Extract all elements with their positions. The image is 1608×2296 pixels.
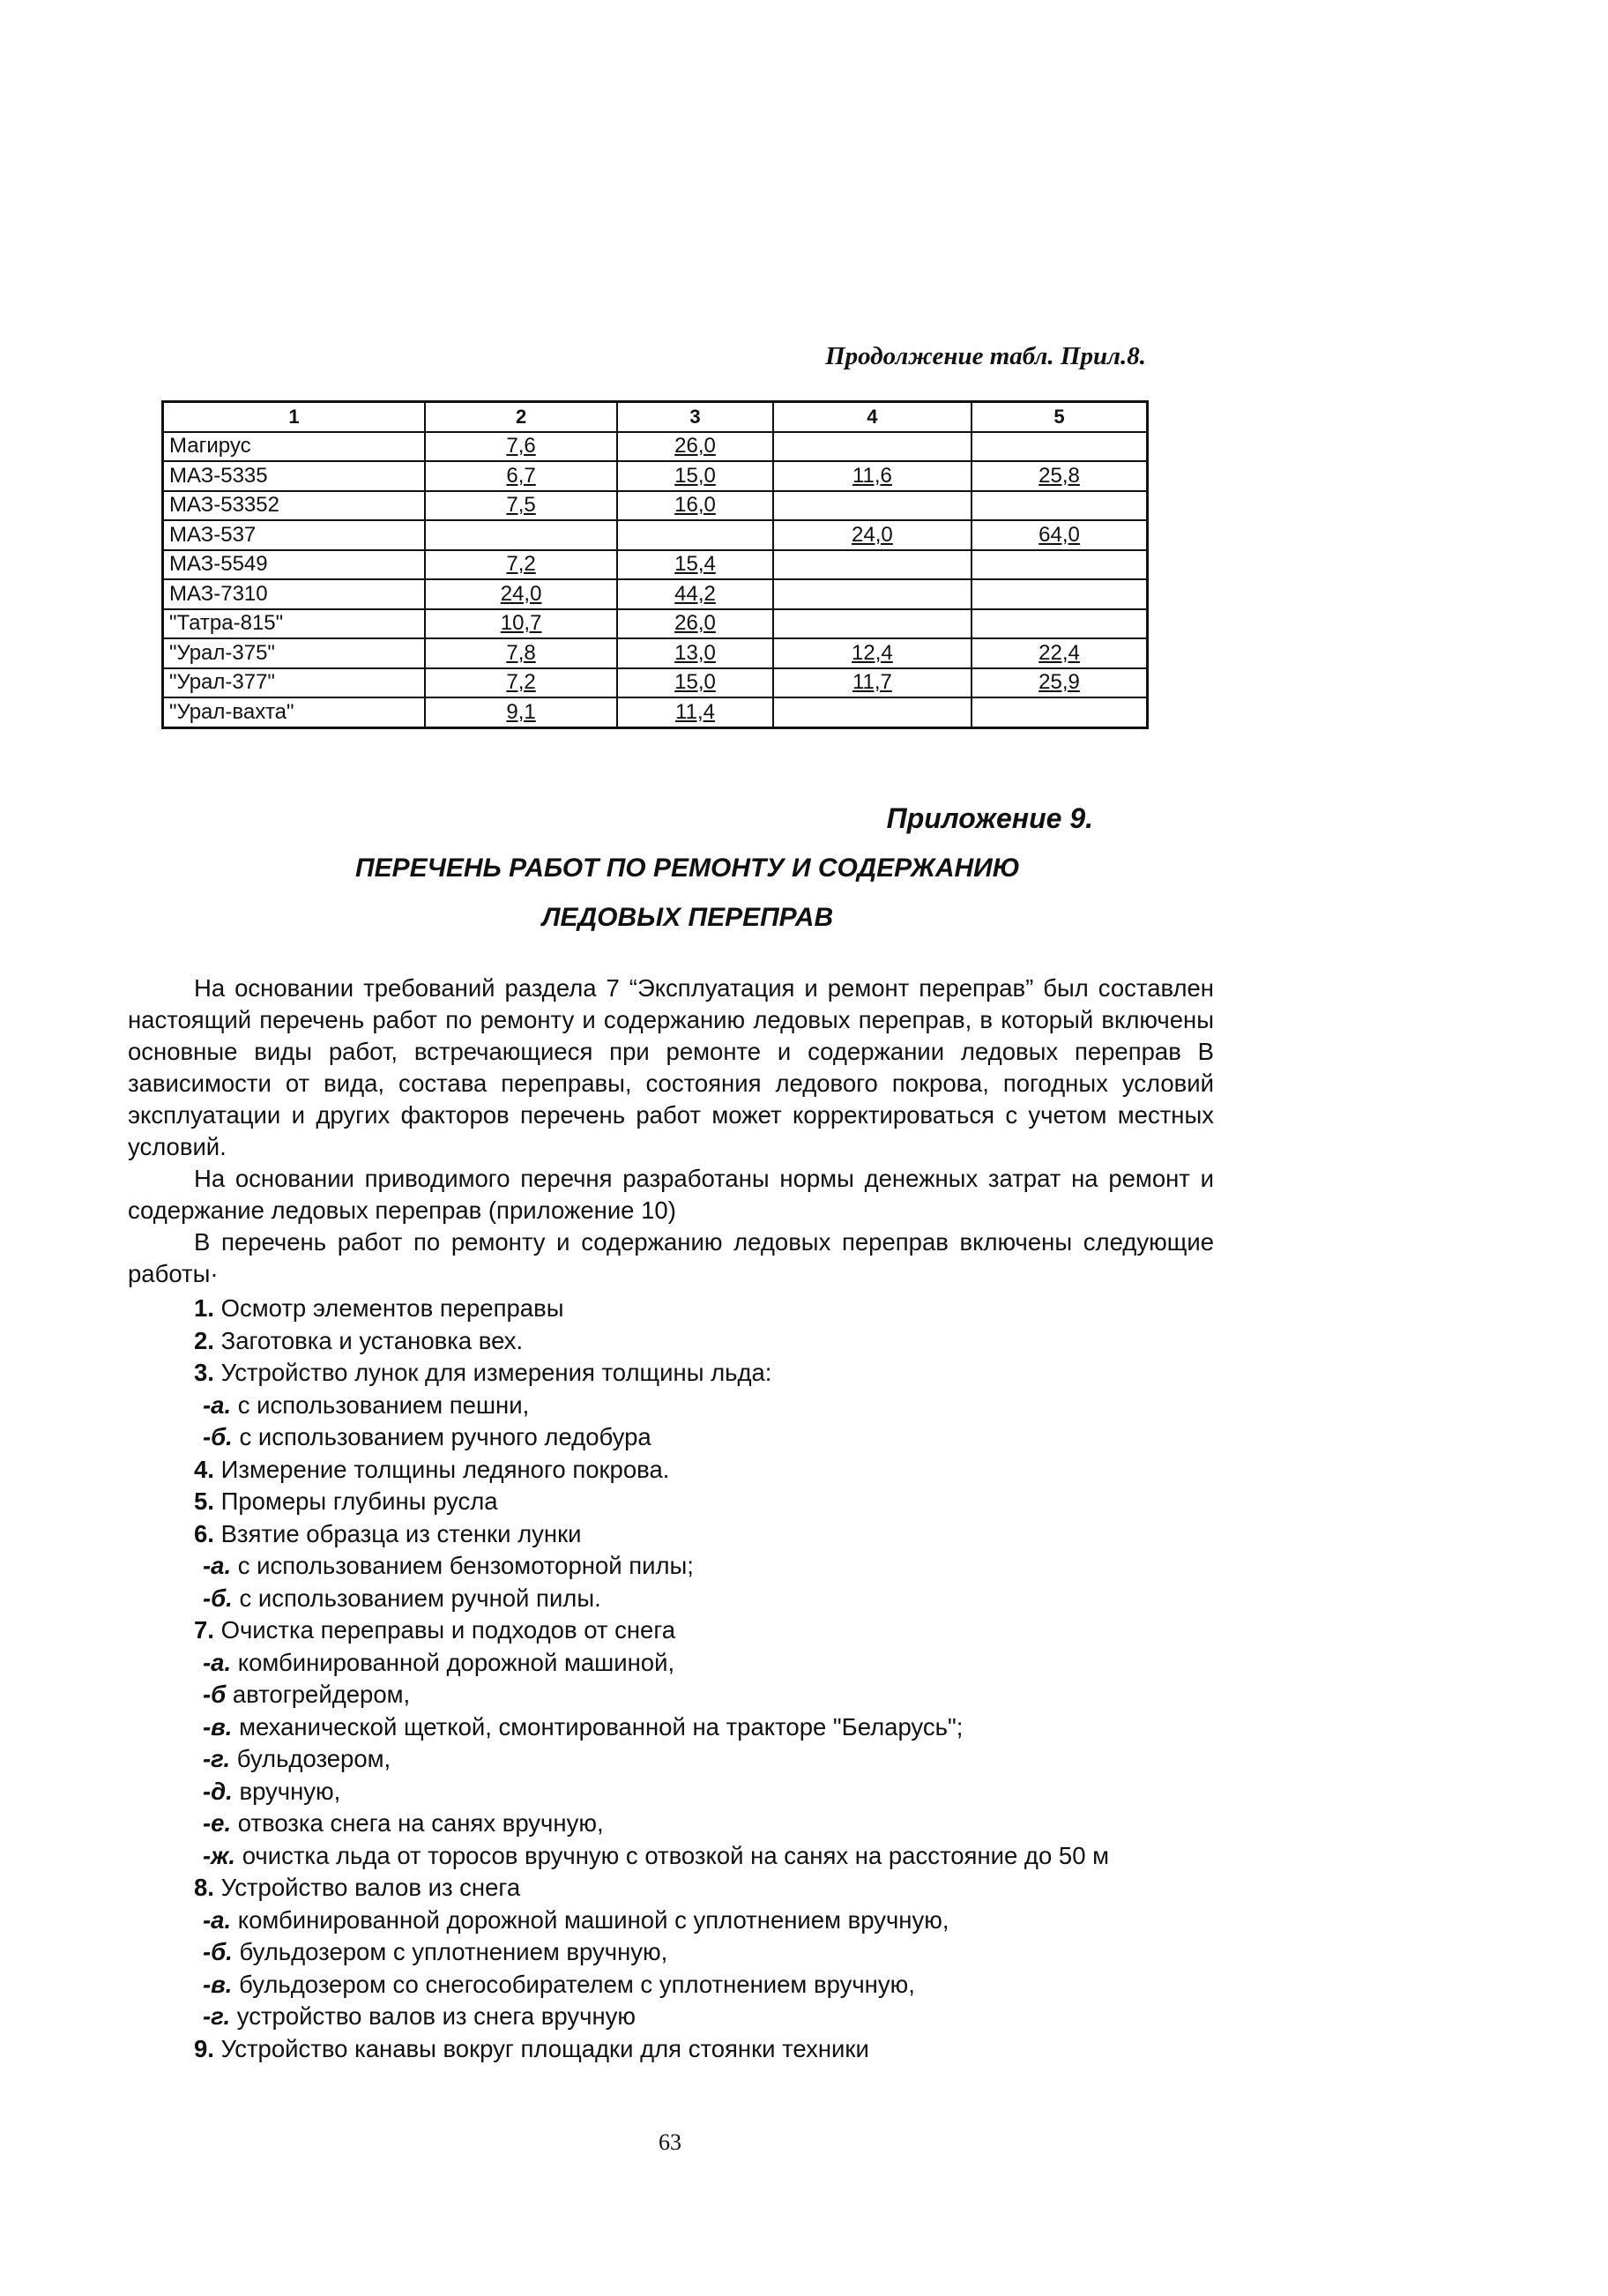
value-cell	[972, 638, 1147, 668]
value-text: 7,5	[506, 493, 536, 518]
work-subitem	[194, 1711, 1234, 1744]
appendix-title-line: ПЕРЕЧЕНЬ РАБОТ ПО РЕМОНТУ И СОДЕРЖАНИЮ	[355, 854, 1020, 883]
paragraph: На основании приводимого перечня разработаны нормы денежных затрат на ремонт и содержание ледовых переправ (приложение 10)	[128, 1165, 1214, 1224]
vehicle-name-cell: Магирус	[163, 432, 425, 462]
value-text: 25,9	[1038, 670, 1080, 695]
vehicle-name-cell: "Урал-вахта"	[163, 697, 425, 727]
item-text: Осмотр элементов переправы	[220, 1294, 564, 1322]
work-item	[194, 1357, 1234, 1390]
item-number: -а.	[203, 1552, 232, 1579]
value-cell	[972, 491, 1147, 521]
value-cell	[773, 609, 972, 639]
item-number: -б.	[203, 1938, 233, 1965]
value-cell	[425, 461, 617, 491]
value-text: 44,2	[674, 581, 716, 606]
work-item	[194, 1486, 1234, 1518]
item-text: механической щеткой, смонтированной на тракторе "Беларусь";	[239, 1712, 964, 1741]
item-text: Заготовка и установка вех.	[220, 1326, 524, 1354]
item-text: Устройство лунок для измерения толщины льда:	[220, 1359, 772, 1386]
appendix-title-line: ЛЕДОВЫХ ПЕРЕПРАВ	[541, 903, 834, 932]
item-text: Устройство канавы вокруг площадки для стоянки техники	[220, 2034, 869, 2062]
value-cell	[972, 609, 1147, 639]
item-number: 9.	[194, 2034, 214, 2062]
work-item	[194, 1614, 1234, 1647]
column-header: 2	[425, 402, 617, 432]
value-cell	[617, 520, 773, 550]
value-text: 22,4	[1038, 640, 1080, 665]
item-text: бульдозером,	[236, 1745, 391, 1772]
work-subitem	[194, 1550, 1234, 1583]
item-number: -г.	[203, 2002, 231, 2030]
value-cell	[617, 609, 773, 639]
item-text: бульдозером с уплотнением вручную,	[239, 1938, 668, 1965]
item-number: -а.	[203, 1648, 232, 1676]
value-cell	[425, 638, 617, 668]
table-row	[163, 520, 1148, 550]
value-cell	[425, 432, 617, 462]
work-item	[194, 1518, 1234, 1551]
intro-text	[128, 973, 1214, 1290]
item-text: отвозка снега на санях вручную,	[237, 1809, 604, 1837]
work-subitem	[194, 1808, 1234, 1840]
value-cell	[773, 697, 972, 727]
value-text: 10,7	[500, 611, 542, 636]
value-text: 7,6	[506, 434, 536, 458]
item-number: -ж.	[203, 1841, 236, 1869]
work-subitem	[194, 1583, 1234, 1615]
work-subitem	[194, 1936, 1234, 1969]
value-text: 15,0	[674, 670, 716, 695]
table-row	[163, 461, 1148, 491]
value-cell	[773, 579, 972, 609]
value-cell	[972, 668, 1147, 698]
item-number: -а.	[203, 1390, 232, 1419]
value-cell	[425, 491, 617, 521]
value-cell	[773, 520, 972, 550]
work-subitem	[194, 2001, 1234, 2033]
item-text: Взятие образца из стенки лунки	[220, 1519, 582, 1547]
value-text: 7,8	[506, 640, 536, 665]
value-cell	[617, 432, 773, 462]
vehicle-name-cell: МАЗ-537	[163, 520, 425, 550]
item-text: автогрейдером,	[232, 1681, 411, 1708]
table-row	[163, 609, 1148, 639]
value-cell	[425, 520, 617, 550]
value-cell	[617, 668, 773, 698]
item-number: -б.	[203, 1584, 233, 1612]
value-text: 26,0	[674, 434, 716, 458]
work-subitem	[194, 1679, 1234, 1711]
value-text: 7,2	[506, 552, 536, 577]
item-text: бульдозером со снегособирателем с уплотнением вручную,	[239, 1970, 915, 1998]
value-cell	[972, 432, 1147, 462]
table-row	[163, 579, 1148, 609]
item-number: 4.	[194, 1455, 214, 1483]
item-text: с использованием пешни,	[237, 1390, 530, 1419]
column-header: 4	[773, 402, 972, 432]
item-number: 7.	[194, 1616, 214, 1644]
table-row	[163, 550, 1148, 580]
vehicle-name-cell: "Урал-377"	[163, 668, 425, 698]
item-text: Промеры глубины русла	[220, 1487, 498, 1515]
value-text: 11,4	[675, 699, 715, 724]
value-cell	[972, 550, 1147, 580]
column-header: 3	[617, 402, 773, 432]
value-cell	[617, 638, 773, 668]
value-cell	[617, 550, 773, 580]
item-text: комбинированной дорожной машиной с уплотнением вручную,	[237, 1905, 949, 1934]
value-cell	[425, 550, 617, 580]
work-subitem	[194, 1647, 1234, 1680]
item-number: -е.	[203, 1809, 232, 1837]
value-cell	[972, 520, 1147, 550]
item-text: комбинированной дорожной машиной,	[237, 1648, 675, 1676]
item-number: -б	[203, 1681, 227, 1708]
item-number: 2.	[194, 1326, 214, 1354]
table-row	[163, 638, 1148, 668]
table-row	[163, 491, 1148, 521]
table-row	[163, 432, 1148, 462]
item-text: вручную,	[239, 1777, 341, 1805]
item-number: -б.	[203, 1423, 233, 1450]
value-text: 15,0	[674, 463, 716, 488]
value-text: 9,1	[506, 699, 536, 724]
value-text: 16,0	[674, 493, 716, 518]
item-number: -а.	[203, 1905, 232, 1934]
value-cell	[972, 461, 1147, 491]
value-cell	[773, 638, 972, 668]
item-text: очистка льда от торосов вручную с отвозкой на санях на расстояние до 50 м	[242, 1841, 1110, 1869]
paragraph: На основании требований раздела 7 “Эксплуатация и ремонт переправ” был составлен настоящий перечень работ по ремонту и содержанию ледовых переправ, в который включены основные виды работ, встречающиеся при ремонте и содержании ледовых переправ В зависимости от вида, состава переправы, состояния ледового покрова, погодных условий эксплуатации и других факторов перечень работ может корректироваться с учетом местных условий.	[128, 974, 1214, 1160]
work-subitem	[194, 1743, 1234, 1776]
item-number: 8.	[194, 1874, 214, 1901]
work-subitem	[194, 1969, 1234, 2002]
table-continuation-caption: Продолжение табл. Прил.8.	[825, 342, 1146, 370]
value-cell	[972, 579, 1147, 609]
work-subitem	[194, 1776, 1234, 1808]
value-text: 64,0	[1038, 522, 1080, 547]
appendix-label: Приложение 9.	[886, 802, 1093, 834]
item-number: -в.	[203, 1970, 233, 1998]
item-number: -д.	[203, 1777, 233, 1805]
work-subitem	[194, 1421, 1234, 1454]
item-number: 1.	[194, 1294, 214, 1322]
value-text: 15,4	[674, 552, 716, 577]
item-text: с использованием ручной пилы.	[239, 1584, 601, 1612]
table-body	[163, 432, 1148, 728]
value-cell	[773, 432, 972, 462]
item-number: 3.	[194, 1359, 214, 1386]
item-number: -в.	[203, 1712, 233, 1741]
column-header: 5	[972, 402, 1147, 432]
works-list	[194, 1293, 1234, 2065]
vehicle-name-cell: МАЗ-5549	[163, 550, 425, 580]
work-subitem	[194, 1840, 1234, 1873]
value-text: 26,0	[674, 611, 716, 636]
value-cell	[773, 668, 972, 698]
value-cell	[972, 697, 1147, 727]
value-cell	[425, 579, 617, 609]
item-number: 5.	[194, 1487, 214, 1515]
value-text: 7,2	[506, 670, 536, 695]
value-cell	[773, 461, 972, 491]
page-number: 63	[659, 2129, 681, 2155]
work-item	[194, 1293, 1234, 1325]
table-row	[163, 668, 1148, 698]
item-text: с использованием бензомоторной пилы;	[237, 1552, 694, 1579]
value-text: 11,6	[852, 463, 892, 488]
work-item	[194, 1454, 1234, 1487]
value-cell	[773, 491, 972, 521]
item-text: Измерение толщины ледяного покрова.	[220, 1455, 670, 1483]
value-text: 12,4	[852, 640, 893, 665]
appendix-title	[264, 844, 1111, 943]
vehicle-name-cell: МАЗ-5335	[163, 461, 425, 491]
item-number: -г.	[203, 1745, 231, 1772]
value-cell	[425, 697, 617, 727]
vehicle-name-cell: "Урал-375"	[163, 638, 425, 668]
item-text: Устройство валов из снега	[220, 1874, 521, 1901]
value-cell	[425, 609, 617, 639]
vehicle-name-cell: "Татра-815"	[163, 609, 425, 639]
paragraph: В перечень работ по ремонту и содержанию ледовых переправ включены следующие работы·	[128, 1228, 1214, 1287]
work-subitem	[194, 1905, 1234, 1937]
value-cell	[617, 697, 773, 727]
value-text: 24,0	[852, 522, 893, 547]
vehicle-name-cell: МАЗ-53352	[163, 491, 425, 521]
work-item	[194, 1325, 1234, 1358]
table-header-row	[163, 402, 1148, 432]
value-text: 13,0	[674, 640, 716, 665]
value-cell	[425, 668, 617, 698]
vehicle-data-table	[161, 400, 1149, 729]
vehicle-name-cell: МАЗ-7310	[163, 579, 425, 609]
value-text: 25,8	[1038, 463, 1080, 488]
value-text: 11,7	[852, 670, 892, 695]
value-cell	[617, 461, 773, 491]
item-text: Очистка переправы и подходов от снега	[220, 1616, 676, 1644]
value-text: 6,7	[506, 463, 536, 488]
work-item	[194, 2033, 1234, 2066]
value-cell	[773, 550, 972, 580]
item-text: с использованием ручного ледобура	[239, 1423, 651, 1450]
value-cell	[617, 579, 773, 609]
column-header: 1	[163, 402, 425, 432]
work-subitem	[194, 1390, 1234, 1422]
table-row	[163, 697, 1148, 727]
value-cell	[617, 491, 773, 521]
work-item	[194, 1872, 1234, 1905]
item-number: 6.	[194, 1519, 214, 1547]
item-text: устройство валов из снега вручную	[236, 2002, 636, 2030]
value-text: 24,0	[500, 581, 542, 606]
